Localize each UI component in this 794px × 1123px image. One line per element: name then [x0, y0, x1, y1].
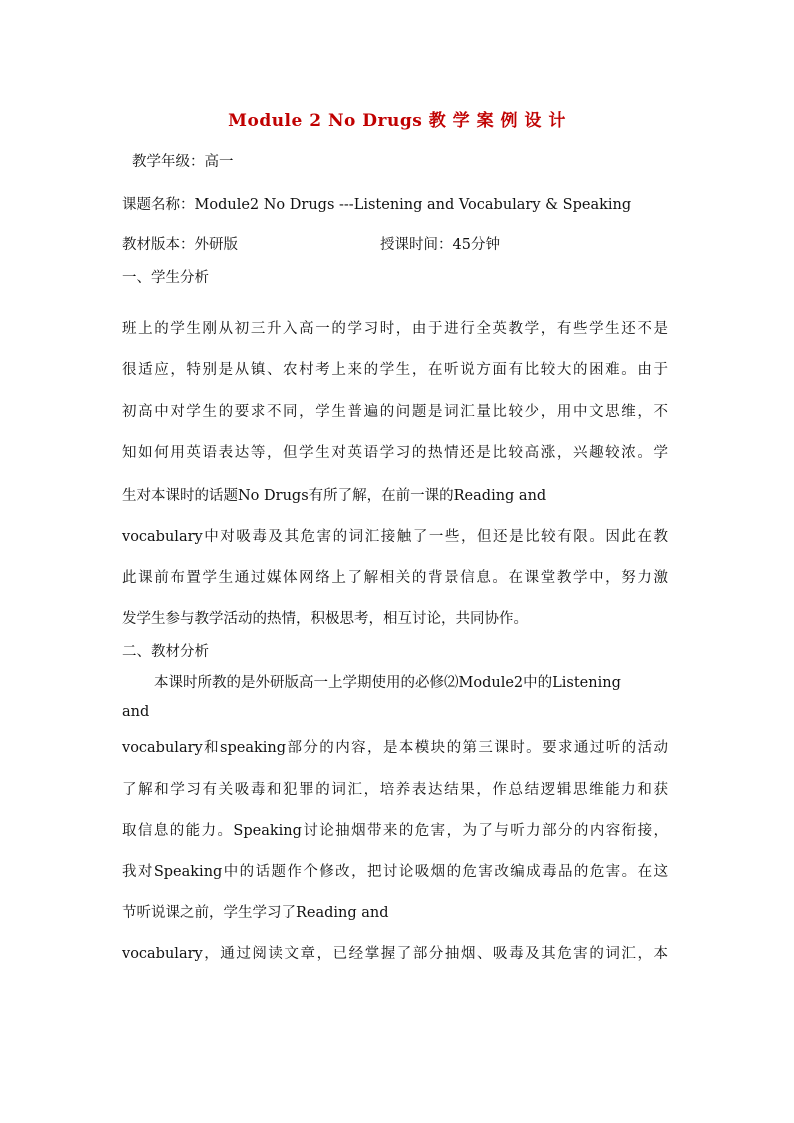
section1-line-3: 初高中对学生的要求不同，学生普遍的问题是词汇量比较少，用中文思维，不: [122, 404, 668, 420]
section2-line-1: 本课时所教的是外研版高一上学期使用的必修⑵Module2中的Listening: [154, 675, 621, 691]
section2-line-3: vocabulary和speaking部分的内容，是本模块的第三课时。要求通过听的活动: [122, 740, 668, 756]
section1-heading: 一、学生分析: [122, 270, 209, 286]
section1-line-6: vocabulary中对吸毒及其危害的词汇接触了一些，但还是比较有限。因此在教: [122, 529, 668, 545]
section1-line-8: 发学生参与教学活动的热情，积极思考，相互讨论，共同协作。: [122, 611, 528, 627]
section1-line-2: 很适应，特别是从镇、农村考上来的学生，在听说方面有比较大的困难。由于: [122, 362, 668, 378]
section2-line-2: and: [122, 704, 150, 720]
duration-line: 授课时间：45分钟: [380, 237, 500, 253]
grade-line: 教学年级：高一: [132, 154, 234, 170]
topic-line: 课题名称：Module2 No Drugs ---Listening and Vocabulary & Speaking: [122, 197, 632, 213]
document-title: Module 2 No Drugs 教 学 案 例 设 计: [228, 111, 566, 131]
section1-line-4: 知如何用英语表达等，但学生对英语学习的热情还是比较高涨，兴趣较浓。学: [122, 445, 668, 461]
section2-line-4: 了解和学习有关吸毒和犯罪的词汇，培养表达结果，作总结逻辑思维能力和获: [122, 782, 668, 798]
section2-heading: 二、教材分析: [122, 644, 209, 660]
section1-line-7: 此课前布置学生通过媒体网络上了解相关的背景信息。在课堂教学中，努力激: [122, 570, 668, 586]
section2-line-7: 节听说课之前，学生学习了Reading and: [122, 905, 389, 921]
section2-line-6: 我对Speaking中的话题作个修改，把讨论吸烟的危害改编成毒品的危害。在这: [122, 864, 668, 880]
section2-line-5: 取信息的能力。Speaking讨论抽烟带来的危害，为了与听力部分的内容衔接，: [122, 823, 668, 839]
section2-line-8: vocabulary，通过阅读文章，已经掌握了部分抽烟、吸毒及其危害的词汇，本: [122, 946, 668, 962]
textbook-line: 教材版本：外研版: [122, 237, 238, 253]
section1-line-5: 生对本课时的话题No Drugs有所了解，在前一课的Reading and: [122, 488, 547, 504]
section1-line-1: 班上的学生刚从初三升入高一的学习时，由于进行全英教学，有些学生还不是: [122, 321, 668, 337]
